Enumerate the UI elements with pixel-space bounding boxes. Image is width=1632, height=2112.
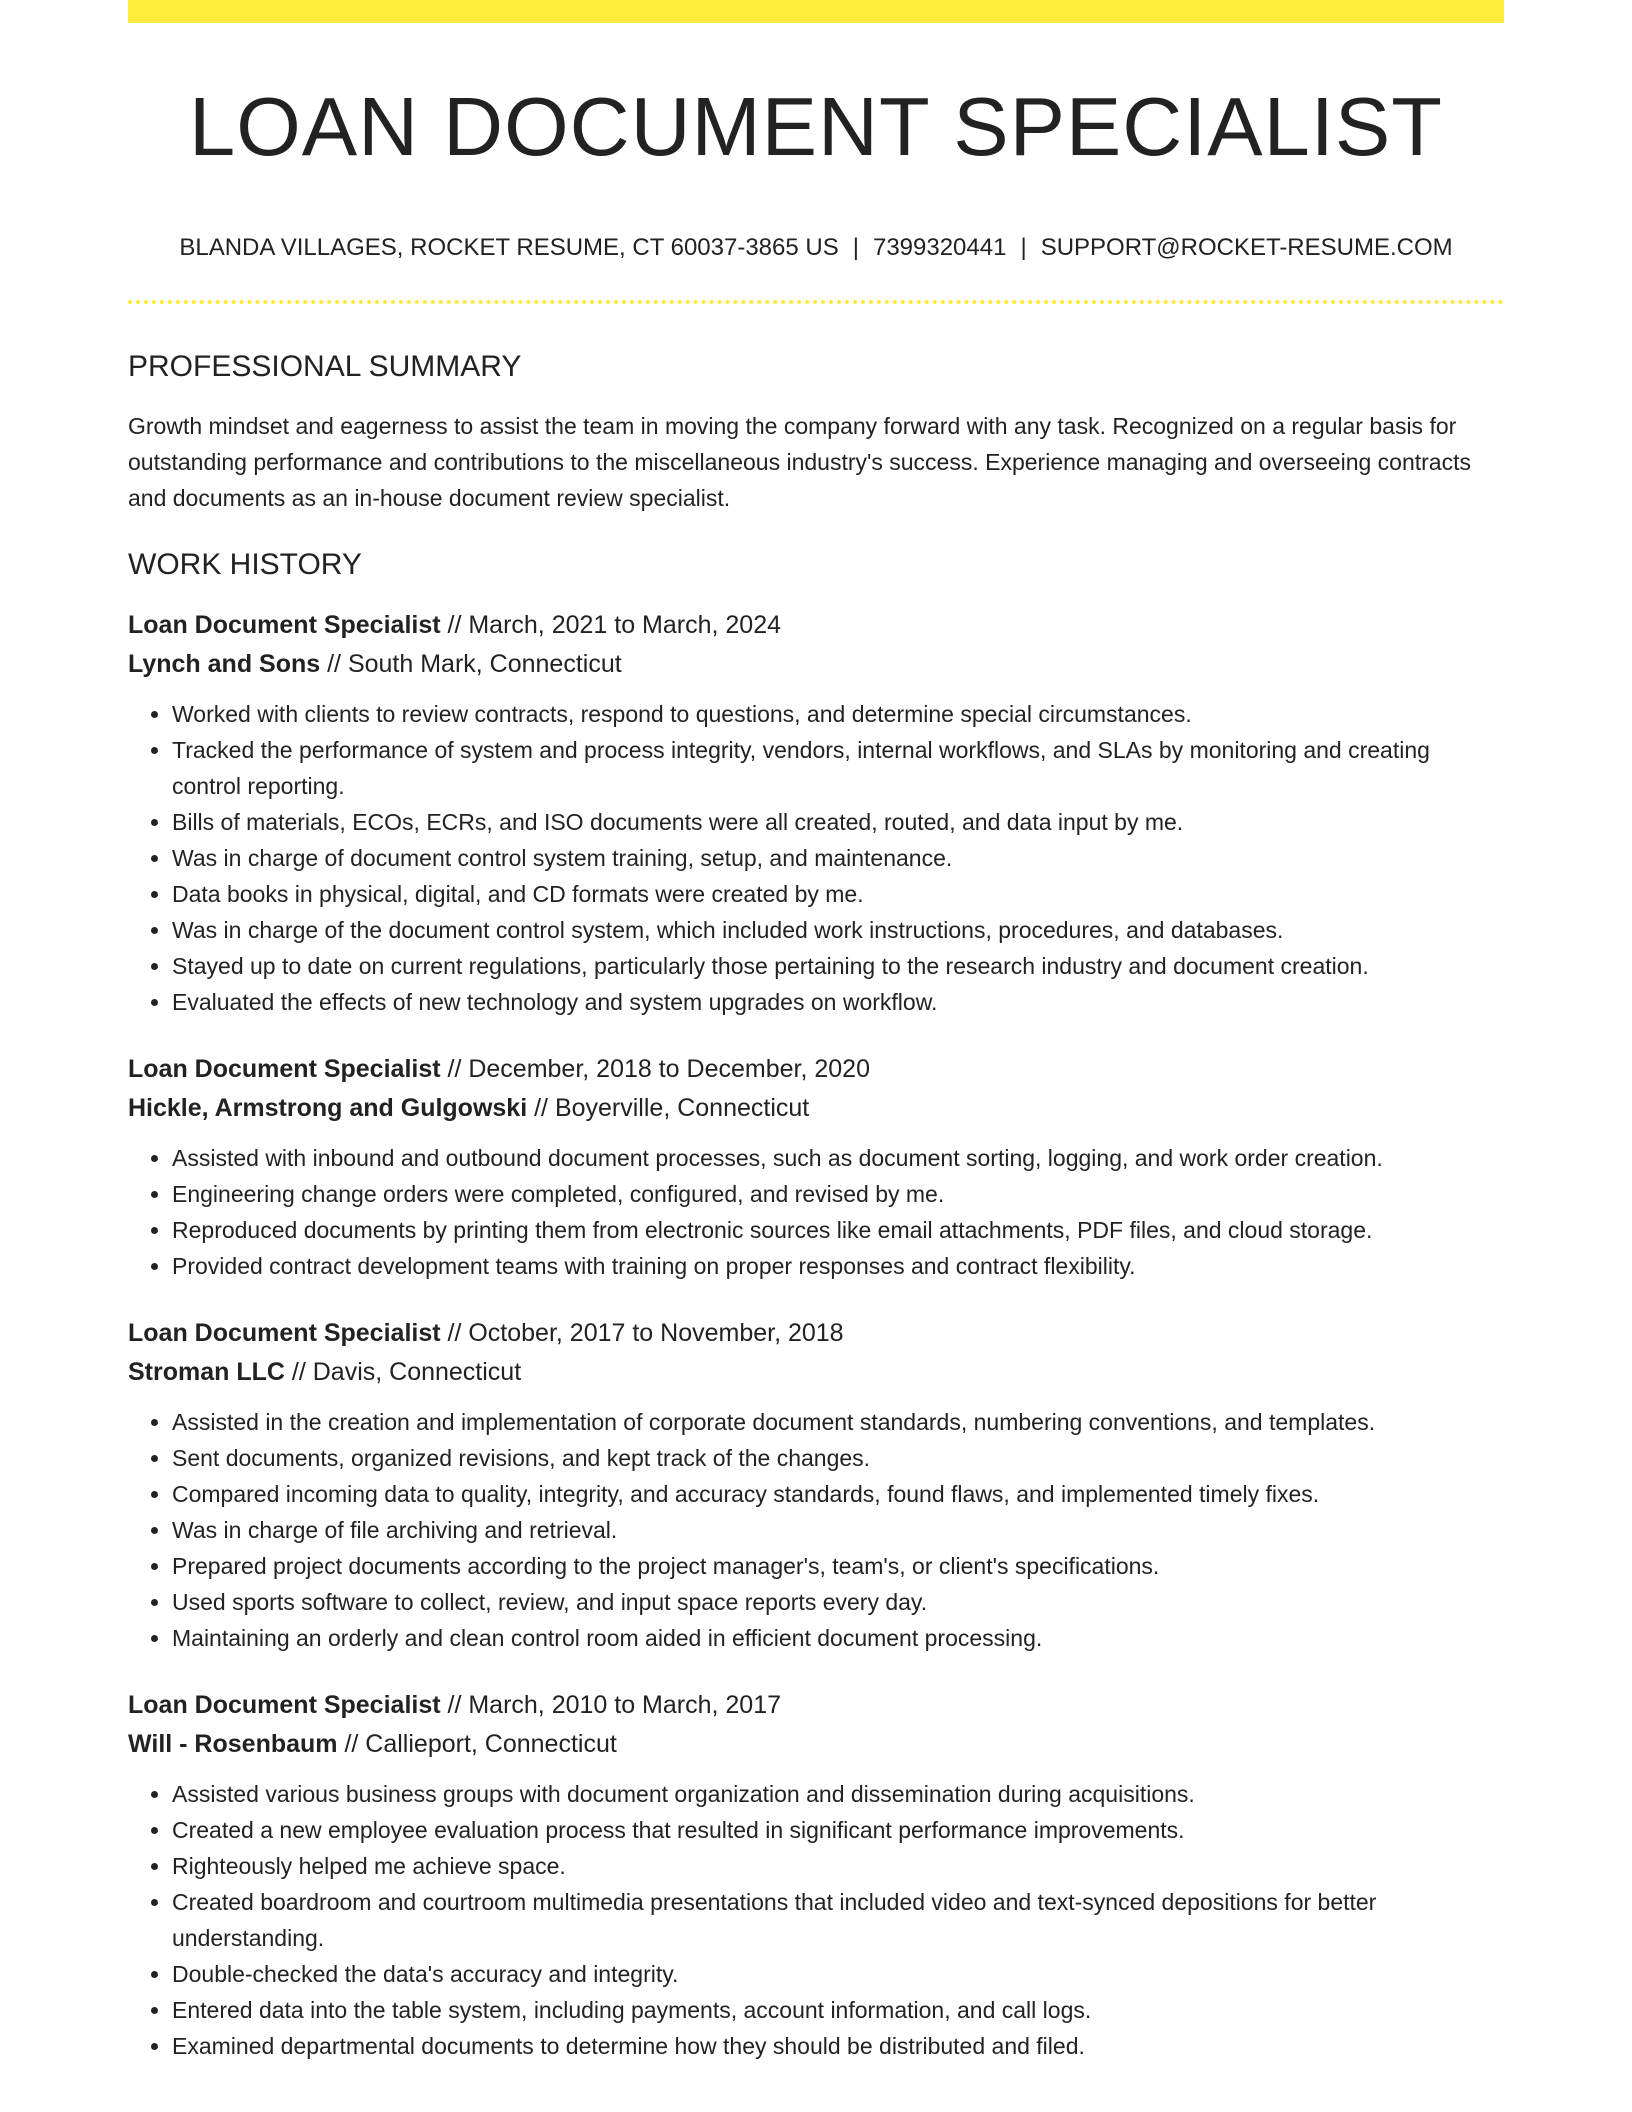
duty-item: • Double-checked the data's accuracy and integrity. xyxy=(172,1956,1504,1992)
address: BLANDA VILLAGES, ROCKET RESUME, CT 60037-3865 US xyxy=(179,234,839,261)
job-role: Loan Document Specialist xyxy=(128,1691,441,1719)
job-location: // Boyerville, Connecticut xyxy=(527,1094,810,1122)
email: SUPPORT@ROCKET-RESUME.COM xyxy=(1040,234,1453,261)
duty-list xyxy=(128,696,1504,1020)
job-role: Loan Document Specialist xyxy=(128,1319,441,1347)
duty-item: • Was in charge of document control system training, setup, and maintenance. xyxy=(172,840,1504,876)
duty-item: • Used sports software to collect, review, and input space reports every day. xyxy=(172,1584,1504,1620)
duty-item: • Assisted in the creation and implementation of corporate document standards, numbering conventions, and templates. xyxy=(172,1404,1504,1440)
job-role-line xyxy=(128,1314,1504,1353)
duty-list xyxy=(128,1404,1504,1656)
duty-item: • Data books in physical, digital, and CD formats were created by me. xyxy=(172,876,1504,912)
duty-item: • Created a new employee evaluation process that resulted in significant performance improvements. xyxy=(172,1812,1504,1848)
duty-item: • Bills of materials, ECOs, ECRs, and ISO documents were all created, routed, and data input by me. xyxy=(172,804,1504,840)
dotted-divider xyxy=(128,300,1504,304)
phone: 7399320441 xyxy=(872,234,1007,261)
duty-item: • Entered data into the table system, including payments, account information, and call logs. xyxy=(172,1992,1504,2028)
accent-bar xyxy=(128,0,1504,23)
job-company: Hickle, Armstrong and Gulgowski xyxy=(128,1094,528,1122)
duty-item: • Worked with clients to review contracts, respond to questions, and determine special circumstances. xyxy=(172,696,1504,732)
duty-item: • Was in charge of file archiving and retrieval. xyxy=(172,1512,1504,1548)
duty-list xyxy=(128,1776,1504,2064)
summary-heading: PROFESSIONAL SUMMARY xyxy=(128,350,522,383)
job-role: Loan Document Specialist xyxy=(128,1055,441,1083)
duty-item: • Tracked the performance of system and process integrity, vendors, internal workflows, and SLAs by monitoring and creating control reporting. xyxy=(172,732,1504,804)
job-dates: // October, 2017 to November, 2018 xyxy=(440,1319,844,1347)
job-role-line xyxy=(128,606,1504,645)
job-company-line xyxy=(128,1725,1504,1764)
job-company: Lynch and Sons xyxy=(128,650,321,678)
job-list xyxy=(128,606,1504,2064)
job-company: Stroman LLC xyxy=(128,1358,285,1386)
job-dates: // March, 2021 to March, 2024 xyxy=(440,611,782,639)
duty-list xyxy=(128,1140,1504,1284)
job-company-line xyxy=(128,1353,1504,1392)
duty-item: • Maintaining an orderly and clean control room aided in efficient document processing. xyxy=(172,1620,1504,1656)
duty-item: • Righteously helped me achieve space. xyxy=(172,1848,1504,1884)
duty-item: • Prepared project documents according to the project manager's, team's, or client's specifications. xyxy=(172,1548,1504,1584)
job-location: // Davis, Connecticut xyxy=(284,1358,522,1386)
job-location: // Callieport, Connecticut xyxy=(337,1730,617,1758)
work-history-heading: WORK HISTORY xyxy=(128,548,362,581)
duty-item: • Created boardroom and courtroom multimedia presentations that included video and text-synced depositions for better understanding. xyxy=(172,1884,1504,1956)
summary-text: Growth mindset and eagerness to assist the team in moving the company forward with any task. Recognized on a regular basis for outstanding performance and contributions to the miscellaneous industry's success. Experience managing and overseeing contracts and documents as an in-house document review specialist. xyxy=(128,413,1471,511)
contact-line xyxy=(128,236,1504,260)
job-entry xyxy=(128,1686,1504,2064)
duty-item: • Provided contract development teams with training on proper responses and contract flexibility. xyxy=(172,1248,1504,1284)
job-entry xyxy=(128,606,1504,1020)
job-dates: // March, 2010 to March, 2017 xyxy=(440,1691,782,1719)
job-role-line xyxy=(128,1686,1504,1725)
duty-item: • Compared incoming data to quality, integrity, and accuracy standards, found flaws, and implemented timely fixes. xyxy=(172,1476,1504,1512)
duty-item: • Sent documents, organized revisions, and kept track of the changes. xyxy=(172,1440,1504,1476)
resume-title: LOAN DOCUMENT SPECIALIST xyxy=(189,80,1443,173)
job-company-line xyxy=(128,1089,1504,1128)
contact-separator: | xyxy=(852,234,859,261)
job-company-line xyxy=(128,645,1504,684)
duty-item: • Evaluated the effects of new technology and system upgrades on workflow. xyxy=(172,984,1504,1020)
job-location: // South Mark, Connecticut xyxy=(320,650,622,678)
resume-page xyxy=(128,0,1504,2064)
duty-item: • Stayed up to date on current regulations, particularly those pertaining to the research industry and document creation. xyxy=(172,948,1504,984)
contact-separator: | xyxy=(1020,234,1027,261)
duty-item: • Reproduced documents by printing them from electronic sources like email attachments, PDF files, and cloud storage. xyxy=(172,1212,1504,1248)
duty-item: • Assisted with inbound and outbound document processes, such as document sorting, logging, and work order creation. xyxy=(172,1140,1504,1176)
job-entry xyxy=(128,1314,1504,1656)
duty-item: • Examined departmental documents to determine how they should be distributed and filed. xyxy=(172,2028,1504,2064)
duty-item: • Engineering change orders were completed, configured, and revised by me. xyxy=(172,1176,1504,1212)
job-entry xyxy=(128,1050,1504,1284)
job-role: Loan Document Specialist xyxy=(128,611,441,639)
duty-item: • Was in charge of the document control system, which included work instructions, procedures, and databases. xyxy=(172,912,1504,948)
job-dates: // December, 2018 to December, 2020 xyxy=(440,1055,870,1083)
job-role-line xyxy=(128,1050,1504,1089)
duty-item: • Assisted various business groups with document organization and dissemination during acquisitions. xyxy=(172,1776,1504,1812)
job-company: Will - Rosenbaum xyxy=(128,1730,338,1758)
